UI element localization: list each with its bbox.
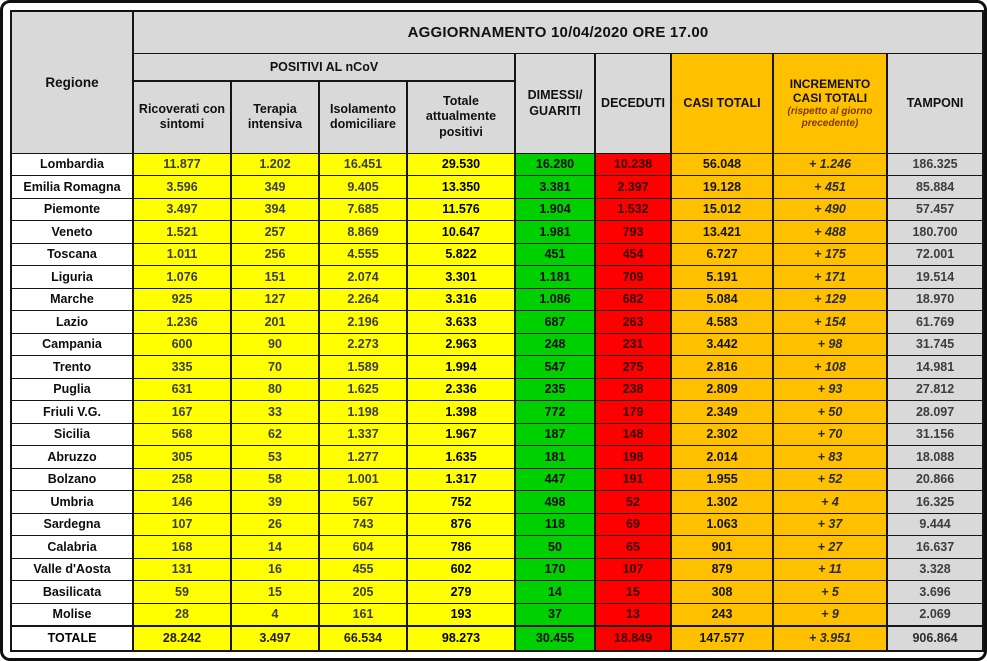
dimessi-cell: 1.981 xyxy=(515,221,595,244)
deceduti-cell: 179 xyxy=(595,401,671,424)
incremento-cell: + 52 xyxy=(773,468,887,491)
terapia-cell: 33 xyxy=(231,401,319,424)
tamponi-cell: 180.700 xyxy=(887,221,983,244)
totale-positivi-cell: 786 xyxy=(407,536,515,559)
ricoverati-cell: 167 xyxy=(133,401,231,424)
isolamento-cell: 205 xyxy=(319,581,407,604)
isolamento-cell: 2.196 xyxy=(319,311,407,334)
ricoverati-cell: 631 xyxy=(133,378,231,401)
isolamento-cell: 2.074 xyxy=(319,266,407,289)
dimessi-cell: 16.280 xyxy=(515,153,595,176)
terapia-cell: 90 xyxy=(231,333,319,356)
covid-regions-table xyxy=(10,10,984,652)
region-cell: Bolzano xyxy=(11,468,133,491)
table-row xyxy=(11,243,983,266)
isolamento-cell: 2.264 xyxy=(319,288,407,311)
totale-positivi-cell: 5.822 xyxy=(407,243,515,266)
ricoverati-cell: 146 xyxy=(133,491,231,514)
incremento-cell: + 129 xyxy=(773,288,887,311)
dimessi-cell: 118 xyxy=(515,513,595,536)
totale-positivi-cell: 1.635 xyxy=(407,446,515,469)
ricoverati-cell: 168 xyxy=(133,536,231,559)
casi-totali-cell: 879 xyxy=(671,558,773,581)
totale-positivi-cell: 1.967 xyxy=(407,423,515,446)
ricoverati-cell: 28.242 xyxy=(133,626,231,651)
totale-positivi-cell: 193 xyxy=(407,603,515,626)
incremento-cell: + 154 xyxy=(773,311,887,334)
table-footer xyxy=(11,626,983,651)
tamponi-cell: 31.745 xyxy=(887,333,983,356)
terapia-cell: 201 xyxy=(231,311,319,334)
terapia-cell: 127 xyxy=(231,288,319,311)
isolamento-cell: 4.555 xyxy=(319,243,407,266)
tamponi-cell: 16.325 xyxy=(887,491,983,514)
table-row xyxy=(11,311,983,334)
isolamento-cell: 604 xyxy=(319,536,407,559)
table-row xyxy=(11,356,983,379)
deceduti-cell: 2.397 xyxy=(595,176,671,199)
casi-totali-cell: 2.809 xyxy=(671,378,773,401)
region-cell: Molise xyxy=(11,603,133,626)
deceduti-cell: 107 xyxy=(595,558,671,581)
region-cell: Friuli V.G. xyxy=(11,401,133,424)
ricoverati-cell: 107 xyxy=(133,513,231,536)
casi-totali-cell: 901 xyxy=(671,536,773,559)
deceduti-cell: 191 xyxy=(595,468,671,491)
incremento-cell: + 490 xyxy=(773,198,887,221)
casi-totali-cell: 3.442 xyxy=(671,333,773,356)
casi-totali-cell: 147.577 xyxy=(671,626,773,651)
ricoverati-cell: 305 xyxy=(133,446,231,469)
totale-positivi-cell: 98.273 xyxy=(407,626,515,651)
totale-positivi-cell: 10.647 xyxy=(407,221,515,244)
table-row xyxy=(11,176,983,199)
incremento-cell: + 488 xyxy=(773,221,887,244)
incremento-cell: + 108 xyxy=(773,356,887,379)
isolamento-cell: 2.273 xyxy=(319,333,407,356)
dimessi-cell: 547 xyxy=(515,356,595,379)
deceduti-cell: 69 xyxy=(595,513,671,536)
region-cell: Valle d'Aosta xyxy=(11,558,133,581)
table-row xyxy=(11,333,983,356)
totale-positivi-cell: 2.963 xyxy=(407,333,515,356)
tamponi-cell: 19.514 xyxy=(887,266,983,289)
isolamento-cell: 1.589 xyxy=(319,356,407,379)
table-row xyxy=(11,536,983,559)
deceduti-cell: 231 xyxy=(595,333,671,356)
table-row xyxy=(11,288,983,311)
tamponi-cell: 906.864 xyxy=(887,626,983,651)
incremento-cell: + 83 xyxy=(773,446,887,469)
casi-totali-cell: 1.955 xyxy=(671,468,773,491)
table-row xyxy=(11,378,983,401)
isolamento-cell: 1.198 xyxy=(319,401,407,424)
region-cell: Abruzzo xyxy=(11,446,133,469)
casi-totali-cell: 2.014 xyxy=(671,446,773,469)
casi-totali-cell: 6.727 xyxy=(671,243,773,266)
region-cell: Lazio xyxy=(11,311,133,334)
tamponi-cell: 16.637 xyxy=(887,536,983,559)
terapia-cell: 39 xyxy=(231,491,319,514)
table-row xyxy=(11,446,983,469)
dimessi-cell: 30.455 xyxy=(515,626,595,651)
incremento-cell: + 451 xyxy=(773,176,887,199)
dimessi-cell: 170 xyxy=(515,558,595,581)
casi-totali-cell: 5.191 xyxy=(671,266,773,289)
dimessi-cell: 1.086 xyxy=(515,288,595,311)
region-cell: Umbria xyxy=(11,491,133,514)
header-tamponi: TAMPONI xyxy=(887,53,983,153)
dimessi-cell: 14 xyxy=(515,581,595,604)
region-cell: Emilia Romagna xyxy=(11,176,133,199)
incremento-cell: + 70 xyxy=(773,423,887,446)
table-row xyxy=(11,266,983,289)
deceduti-cell: 1.532 xyxy=(595,198,671,221)
totale-positivi-cell: 1.317 xyxy=(407,468,515,491)
deceduti-cell: 52 xyxy=(595,491,671,514)
casi-totali-cell: 308 xyxy=(671,581,773,604)
table-row xyxy=(11,221,983,244)
tamponi-cell: 27.812 xyxy=(887,378,983,401)
terapia-cell: 62 xyxy=(231,423,319,446)
deceduti-cell: 13 xyxy=(595,603,671,626)
ricoverati-cell: 925 xyxy=(133,288,231,311)
tamponi-cell: 18.970 xyxy=(887,288,983,311)
region-cell: TOTALE xyxy=(11,626,133,651)
totale-positivi-cell: 752 xyxy=(407,491,515,514)
terapia-cell: 70 xyxy=(231,356,319,379)
casi-totali-cell: 2.816 xyxy=(671,356,773,379)
ricoverati-cell: 258 xyxy=(133,468,231,491)
region-cell: Puglia xyxy=(11,378,133,401)
deceduti-cell: 275 xyxy=(595,356,671,379)
header-positivi-group: POSITIVI AL nCoV xyxy=(133,53,515,81)
deceduti-cell: 198 xyxy=(595,446,671,469)
totale-positivi-cell: 2.336 xyxy=(407,378,515,401)
header-incremento-label: INCREMENTO CASI TOTALI xyxy=(789,76,871,105)
dimessi-cell: 1.904 xyxy=(515,198,595,221)
terapia-cell: 15 xyxy=(231,581,319,604)
totale-positivi-cell: 1.398 xyxy=(407,401,515,424)
totale-positivi-cell: 3.301 xyxy=(407,266,515,289)
incremento-cell: + 9 xyxy=(773,603,887,626)
ricoverati-cell: 131 xyxy=(133,558,231,581)
region-cell: Sardegna xyxy=(11,513,133,536)
ricoverati-cell: 3.497 xyxy=(133,198,231,221)
incremento-cell: + 11 xyxy=(773,558,887,581)
region-cell: Veneto xyxy=(11,221,133,244)
casi-totali-cell: 1.063 xyxy=(671,513,773,536)
deceduti-cell: 263 xyxy=(595,311,671,334)
deceduti-cell: 15 xyxy=(595,581,671,604)
deceduti-cell: 709 xyxy=(595,266,671,289)
deceduti-cell: 65 xyxy=(595,536,671,559)
isolamento-cell: 66.534 xyxy=(319,626,407,651)
incremento-cell: + 171 xyxy=(773,266,887,289)
incremento-cell: + 3.951 xyxy=(773,626,887,651)
terapia-cell: 349 xyxy=(231,176,319,199)
ricoverati-cell: 59 xyxy=(133,581,231,604)
tamponi-cell: 3.328 xyxy=(887,558,983,581)
deceduti-cell: 10.238 xyxy=(595,153,671,176)
region-cell: Toscana xyxy=(11,243,133,266)
ricoverati-cell: 3.596 xyxy=(133,176,231,199)
isolamento-cell: 1.625 xyxy=(319,378,407,401)
ricoverati-cell: 28 xyxy=(133,603,231,626)
casi-totali-cell: 243 xyxy=(671,603,773,626)
totale-positivi-cell: 279 xyxy=(407,581,515,604)
isolamento-cell: 7.685 xyxy=(319,198,407,221)
table-row xyxy=(11,581,983,604)
incremento-cell: + 4 xyxy=(773,491,887,514)
terapia-cell: 16 xyxy=(231,558,319,581)
dimessi-cell: 447 xyxy=(515,468,595,491)
tamponi-cell: 186.325 xyxy=(887,153,983,176)
totale-positivi-cell: 3.633 xyxy=(407,311,515,334)
terapia-cell: 58 xyxy=(231,468,319,491)
tamponi-cell: 18.088 xyxy=(887,446,983,469)
isolamento-cell: 161 xyxy=(319,603,407,626)
dimessi-cell: 1.181 xyxy=(515,266,595,289)
header-totale-positivi: Totale attualmente positivi xyxy=(407,81,515,153)
deceduti-cell: 682 xyxy=(595,288,671,311)
isolamento-cell: 1.001 xyxy=(319,468,407,491)
terapia-cell: 394 xyxy=(231,198,319,221)
totale-positivi-cell: 602 xyxy=(407,558,515,581)
dimessi-cell: 37 xyxy=(515,603,595,626)
isolamento-cell: 455 xyxy=(319,558,407,581)
casi-totali-cell: 1.302 xyxy=(671,491,773,514)
tamponi-cell: 61.769 xyxy=(887,311,983,334)
tamponi-cell: 72.001 xyxy=(887,243,983,266)
table-row xyxy=(11,491,983,514)
ricoverati-cell: 1.011 xyxy=(133,243,231,266)
table-row xyxy=(11,603,983,626)
table-body xyxy=(11,153,983,626)
tamponi-cell: 28.097 xyxy=(887,401,983,424)
dimessi-cell: 248 xyxy=(515,333,595,356)
deceduti-cell: 148 xyxy=(595,423,671,446)
casi-totali-cell: 2.302 xyxy=(671,423,773,446)
casi-totali-cell: 19.128 xyxy=(671,176,773,199)
casi-totali-cell: 4.583 xyxy=(671,311,773,334)
header-terapia-intensiva: Terapia intensiva xyxy=(231,81,319,153)
deceduti-cell: 793 xyxy=(595,221,671,244)
incremento-cell: + 37 xyxy=(773,513,887,536)
table-row xyxy=(11,468,983,491)
dimessi-cell: 235 xyxy=(515,378,595,401)
deceduti-cell: 238 xyxy=(595,378,671,401)
incremento-cell: + 50 xyxy=(773,401,887,424)
dimessi-cell: 451 xyxy=(515,243,595,266)
header-isolamento: Isolamento domiciliare xyxy=(319,81,407,153)
ricoverati-cell: 335 xyxy=(133,356,231,379)
table-row xyxy=(11,401,983,424)
casi-totali-cell: 5.084 xyxy=(671,288,773,311)
region-cell: Piemonte xyxy=(11,198,133,221)
isolamento-cell: 743 xyxy=(319,513,407,536)
header-casi-totali: CASI TOTALI xyxy=(671,53,773,153)
isolamento-cell: 567 xyxy=(319,491,407,514)
ricoverati-cell: 1.236 xyxy=(133,311,231,334)
ricoverati-cell: 1.521 xyxy=(133,221,231,244)
ricoverati-cell: 1.076 xyxy=(133,266,231,289)
region-cell: Liguria xyxy=(11,266,133,289)
casi-totali-cell: 56.048 xyxy=(671,153,773,176)
ricoverati-cell: 11.877 xyxy=(133,153,231,176)
isolamento-cell: 9.405 xyxy=(319,176,407,199)
dimessi-cell: 3.381 xyxy=(515,176,595,199)
isolamento-cell: 16.451 xyxy=(319,153,407,176)
tamponi-cell: 20.866 xyxy=(887,468,983,491)
casi-totali-cell: 2.349 xyxy=(671,401,773,424)
table-row xyxy=(11,153,983,176)
region-cell: Lombardia xyxy=(11,153,133,176)
totale-positivi-cell: 1.994 xyxy=(407,356,515,379)
dimessi-cell: 187 xyxy=(515,423,595,446)
casi-totali-cell: 15.012 xyxy=(671,198,773,221)
total-row xyxy=(11,626,983,651)
region-cell: Calabria xyxy=(11,536,133,559)
terapia-cell: 151 xyxy=(231,266,319,289)
ricoverati-cell: 600 xyxy=(133,333,231,356)
terapia-cell: 1.202 xyxy=(231,153,319,176)
tamponi-cell: 2.069 xyxy=(887,603,983,626)
dimessi-cell: 772 xyxy=(515,401,595,424)
header-incremento xyxy=(773,53,887,153)
terapia-cell: 80 xyxy=(231,378,319,401)
terapia-cell: 53 xyxy=(231,446,319,469)
incremento-cell: + 175 xyxy=(773,243,887,266)
header-regione: Regione xyxy=(11,11,133,153)
dimessi-cell: 687 xyxy=(515,311,595,334)
terapia-cell: 14 xyxy=(231,536,319,559)
table-row xyxy=(11,513,983,536)
header-incremento-note: (rispetto al giorno precedente) xyxy=(787,106,873,129)
incremento-cell: + 98 xyxy=(773,333,887,356)
region-cell: Marche xyxy=(11,288,133,311)
ricoverati-cell: 568 xyxy=(133,423,231,446)
totale-positivi-cell: 29.530 xyxy=(407,153,515,176)
deceduti-cell: 18.849 xyxy=(595,626,671,651)
incremento-cell: + 27 xyxy=(773,536,887,559)
header-ricoverati: Ricoverati con sintomi xyxy=(133,81,231,153)
tamponi-cell: 31.156 xyxy=(887,423,983,446)
terapia-cell: 256 xyxy=(231,243,319,266)
region-cell: Campania xyxy=(11,333,133,356)
terapia-cell: 3.497 xyxy=(231,626,319,651)
totale-positivi-cell: 876 xyxy=(407,513,515,536)
terapia-cell: 257 xyxy=(231,221,319,244)
table-row xyxy=(11,198,983,221)
casi-totali-cell: 13.421 xyxy=(671,221,773,244)
dimessi-cell: 50 xyxy=(515,536,595,559)
table-row xyxy=(11,423,983,446)
region-cell: Basilicata xyxy=(11,581,133,604)
isolamento-cell: 1.337 xyxy=(319,423,407,446)
incremento-cell: + 5 xyxy=(773,581,887,604)
table-title: AGGIORNAMENTO 10/04/2020 ORE 17.00 xyxy=(133,11,983,53)
totale-positivi-cell: 3.316 xyxy=(407,288,515,311)
tamponi-cell: 3.696 xyxy=(887,581,983,604)
terapia-cell: 26 xyxy=(231,513,319,536)
totale-positivi-cell: 13.350 xyxy=(407,176,515,199)
tamponi-cell: 14.981 xyxy=(887,356,983,379)
tamponi-cell: 9.444 xyxy=(887,513,983,536)
header-dimessi-guariti: DIMESSI/ GUARITI xyxy=(515,53,595,153)
region-cell: Trento xyxy=(11,356,133,379)
tamponi-cell: 57.457 xyxy=(887,198,983,221)
dimessi-cell: 181 xyxy=(515,446,595,469)
table-row xyxy=(11,558,983,581)
region-cell: Sicilia xyxy=(11,423,133,446)
header-deceduti: DECEDUTI xyxy=(595,53,671,153)
terapia-cell: 4 xyxy=(231,603,319,626)
deceduti-cell: 454 xyxy=(595,243,671,266)
isolamento-cell: 8.869 xyxy=(319,221,407,244)
dimessi-cell: 498 xyxy=(515,491,595,514)
tamponi-cell: 85.884 xyxy=(887,176,983,199)
isolamento-cell: 1.277 xyxy=(319,446,407,469)
totale-positivi-cell: 11.576 xyxy=(407,198,515,221)
incremento-cell: + 1.246 xyxy=(773,153,887,176)
table-header xyxy=(11,11,983,153)
incremento-cell: + 93 xyxy=(773,378,887,401)
